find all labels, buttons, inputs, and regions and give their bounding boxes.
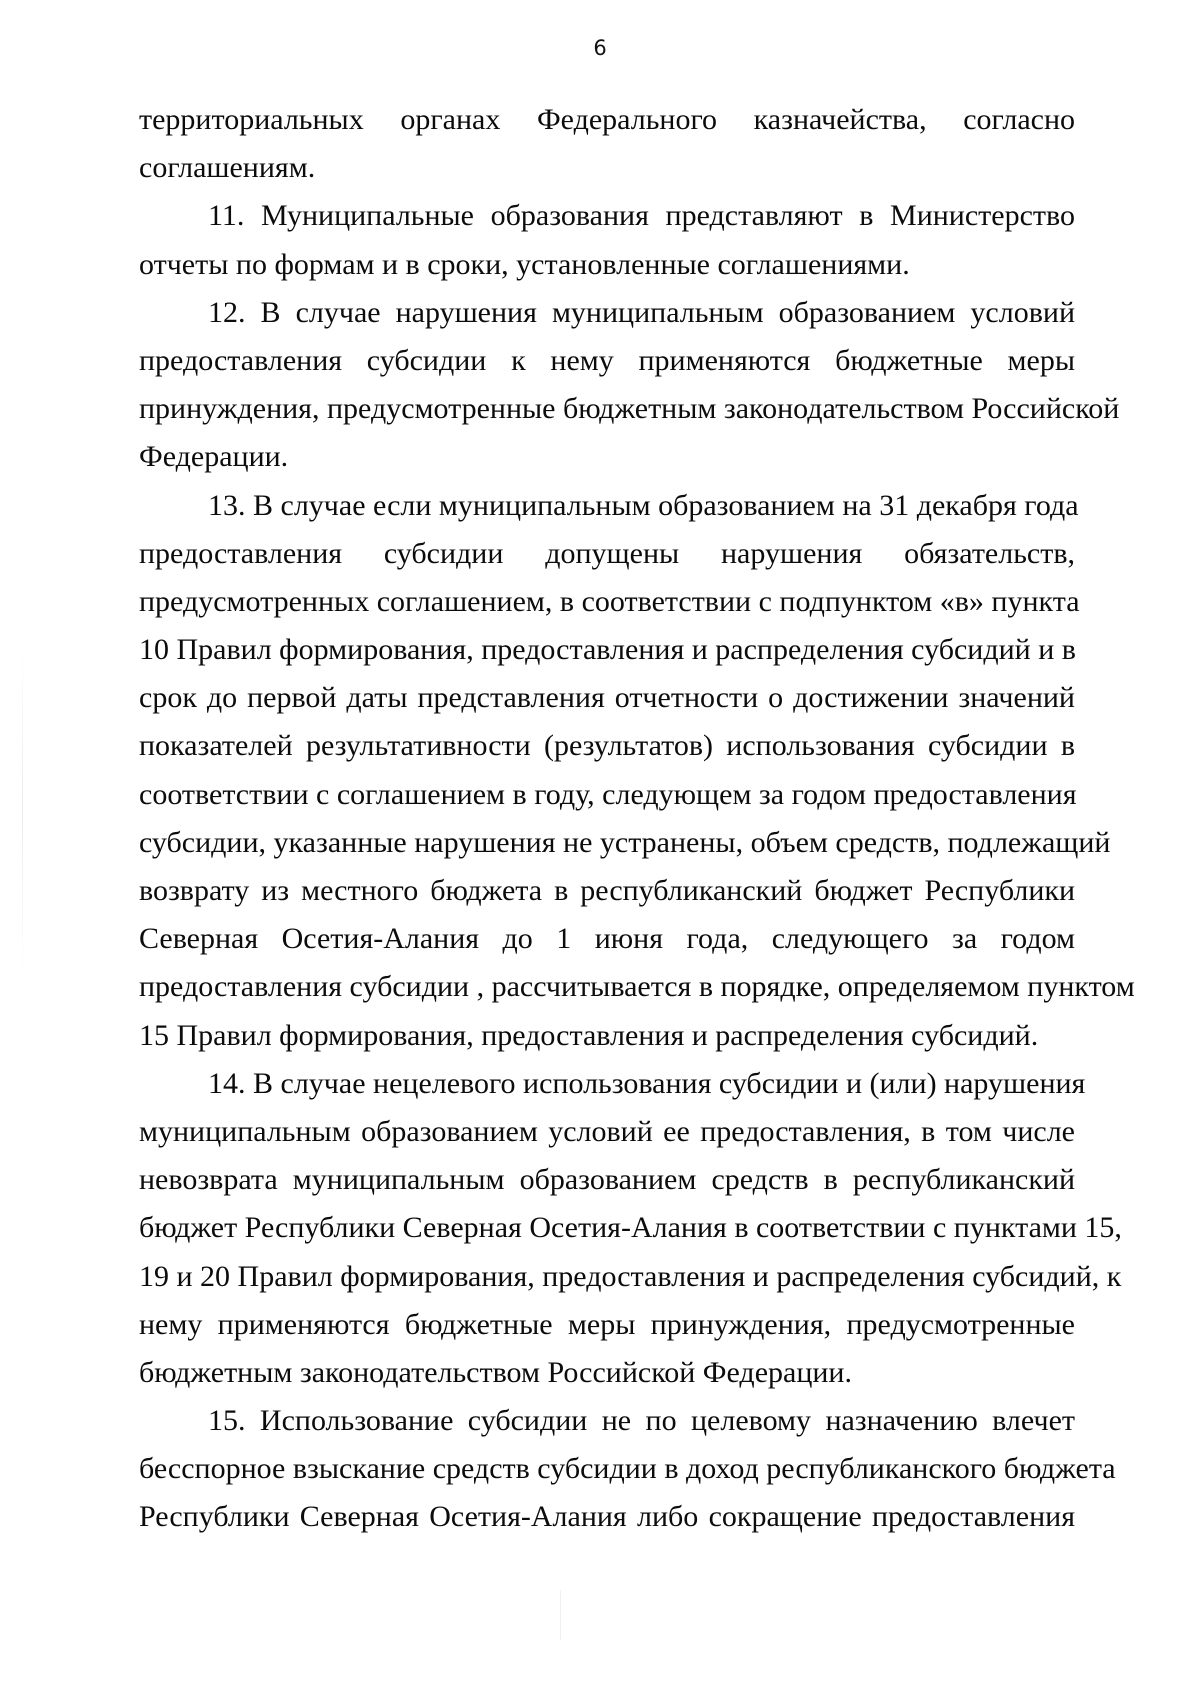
text-line: бюджет Республики Северная Осетия-Алания в соответствии с пунктами 15, <box>139 1211 1122 1245</box>
text-line: возврату из местного бюджета в республиканский бюджет Республики <box>139 874 1075 907</box>
paragraph <box>139 1060 1122 1397</box>
document-body <box>139 96 1135 1542</box>
text-line: отчеты по формам и в сроки, установленные соглашениями. <box>139 247 910 281</box>
paragraph <box>139 1397 1116 1542</box>
text-line: Федерации. <box>139 440 289 474</box>
text-line: 13. В случае если муниципальным образованием на 31 декабря года <box>208 488 1079 522</box>
text-line: 19 и 20 Правил формирования, предоставления и распределения субсидий, к <box>139 1259 1122 1293</box>
page-number: 6 <box>593 36 607 60</box>
text-line: нему применяются бюджетные меры принуждения, предусмотренные <box>139 1307 1075 1341</box>
text-line: принуждения, предусмотренные бюджетным законодательством Российской <box>139 392 1120 426</box>
text-line: 12. В случае нарушения муниципальным образованием условий <box>208 295 1075 329</box>
paragraph <box>139 192 1075 288</box>
paragraph <box>139 482 1135 1060</box>
text-line: предоставления субсидии к нему применяются бюджетные меры <box>139 343 1075 377</box>
text-line: предусмотренных соглашением, в соответствии с подпунктом «в» пункта <box>139 584 1080 618</box>
text-line: Республики Северная Осетия-Алания либо сокращение предоставления <box>139 1500 1075 1534</box>
text-line: предоставления субсидии допущены нарушения обязательств, <box>139 536 1075 570</box>
text-line: показателей результативности (результатов) использования субсидии в <box>139 729 1075 763</box>
text-line: невозврата муниципальным образованием средств в республиканский <box>139 1163 1075 1197</box>
scan-artifact <box>22 640 23 980</box>
text-line: срок до первой даты представления отчетности о достижении значений <box>139 681 1075 715</box>
paragraph <box>139 289 1120 482</box>
paragraph <box>139 96 1075 192</box>
text-line: субсидии, указанные нарушения не устранены, объем средств, подлежащий <box>139 825 1111 859</box>
text-line: территориальных органах Федерального казначейства, согласно <box>139 103 1075 136</box>
text-line: Северная Осетия-Алания до 1 июня года, следующего за годом <box>139 922 1075 956</box>
text-line: муниципальным образованием условий ее предоставления, в том числе <box>139 1114 1075 1148</box>
text-line: 15 Правил формирования, предоставления и распределения субсидий. <box>139 1018 1039 1052</box>
text-line: 14. В случае нецелевого использования субсидии и (или) нарушения <box>208 1066 1086 1100</box>
scan-artifact <box>560 1590 561 1640</box>
text-line: предоставления субсидии , рассчитывается в порядке, определяемом пунктом <box>139 970 1135 1004</box>
text-line: 10 Правил формирования, предоставления и распределения субсидий и в <box>139 633 1076 667</box>
text-line: соглашениям. <box>139 151 316 185</box>
text-line: бесспорное взыскание средств субсидии в доход республиканского бюджета <box>139 1452 1116 1486</box>
text-line: соответствии с соглашением в году, следующем за годом предоставления <box>139 777 1077 811</box>
text-line: 11. Муниципальные образования представляют в Министерство <box>208 199 1075 233</box>
text-line: бюджетным законодательством Российской Федерации. <box>139 1355 852 1389</box>
text-line: 15. Использование субсидии не по целевому назначению влечет <box>208 1404 1075 1438</box>
